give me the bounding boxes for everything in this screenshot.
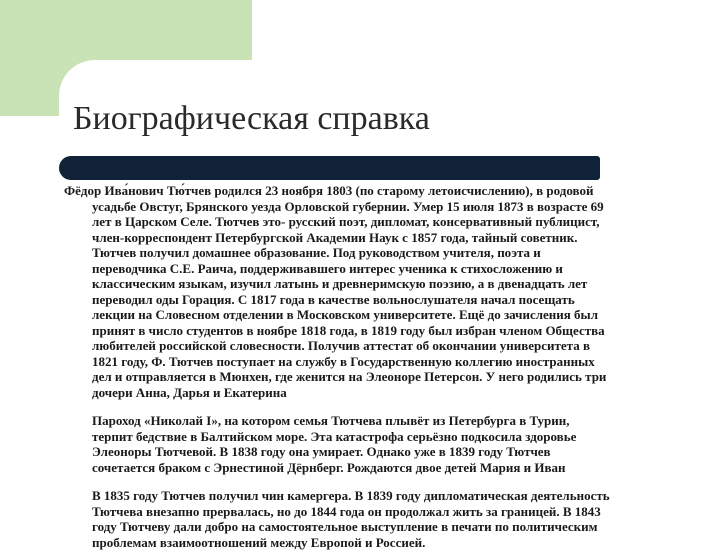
text-line: лет в Царском Селе. Тютчев это- русский поэт, дипломат, консервативный публицист, (64, 214, 666, 230)
text-line: В 1835 году Тютчев получил чин камергера. В 1839 году дипломатическая деятельность (92, 488, 666, 504)
text-line: лекции на Словесном отделении в Московском университете. Ещё до зачисления был (64, 307, 666, 323)
text-line: сочетается браком с Эрнестиной Дёрнберг. Рождаются двое детей Мария и Иван (92, 460, 666, 476)
text-line: член-корреспондент Петербургской Академии Наук с 1857 года, тайный советник. (64, 230, 666, 246)
text-line: Тютчев получил домашнее образование. Под руководством учителя, поэта и (64, 245, 666, 261)
paragraph-biography (64, 183, 666, 400)
text-line: Тютчева внезапно прервалась, но до 1844 года он продолжал жить за границей. В 1843 (92, 504, 666, 520)
text-line: любителей российской словесности. Получив аттестат об окончании университета в (64, 338, 666, 354)
text-line: Фёдор Ива́нович Тю́тчев родился 23 ноября 1803 (по старому летоисчислению), в родовой (64, 183, 666, 199)
text-line: терпит бедствие в Балтийском море. Эта катастрофа серьёзно подкосила здоровье (92, 429, 666, 445)
text-line: принят в число студентов в ноябре 1818 года, в 1819 году был избран членом Общества (64, 323, 666, 339)
text-line: переводил оды Горация. С 1817 года в качестве вольнослушателя начал посещать (64, 292, 666, 308)
text-line: проблемам взаимоотношений между Европой и Россией. (92, 535, 666, 550)
title-underline-bar (59, 156, 600, 180)
text-line: дел и отправляется в Мюнхен, где женится на Элеоноре Петерсон. У него родились три (64, 369, 666, 385)
paragraph-steamship (64, 413, 666, 475)
text-line: 1821 году, Ф. Тютчев поступает на службу в Государственную коллегию иностранных (64, 354, 666, 370)
text-line: году Тютчеву дали добро на самостоятельное выступление в печати по политическим (92, 519, 666, 535)
text-line: переводчика С.Е. Раича, поддерживавшего интерес ученика к стихосложению и (64, 261, 666, 277)
text-line: усадьбе Овстуг, Брянского уезда Орловской губернии. Умер 15 июля 1873 в возрасте 69 (64, 199, 666, 215)
paragraph-career (64, 488, 666, 550)
slide-body (64, 183, 666, 550)
text-line: Элеоноры Тютчевой. В 1838 году она умирает. Однако уже в 1839 году Тютчев (92, 444, 666, 460)
text-line: дочери Анна, Дарья и Екатерина (64, 385, 666, 401)
text-line: классическим языкам, изучил латынь и древнеримскую поэзию, а в двенадцать лет (64, 276, 666, 292)
text-line: Пароход «Николай I», на котором семья Тютчева плывёт из Петербурга в Турин, (92, 413, 666, 429)
slide-title: Биографическая справка (73, 100, 430, 138)
